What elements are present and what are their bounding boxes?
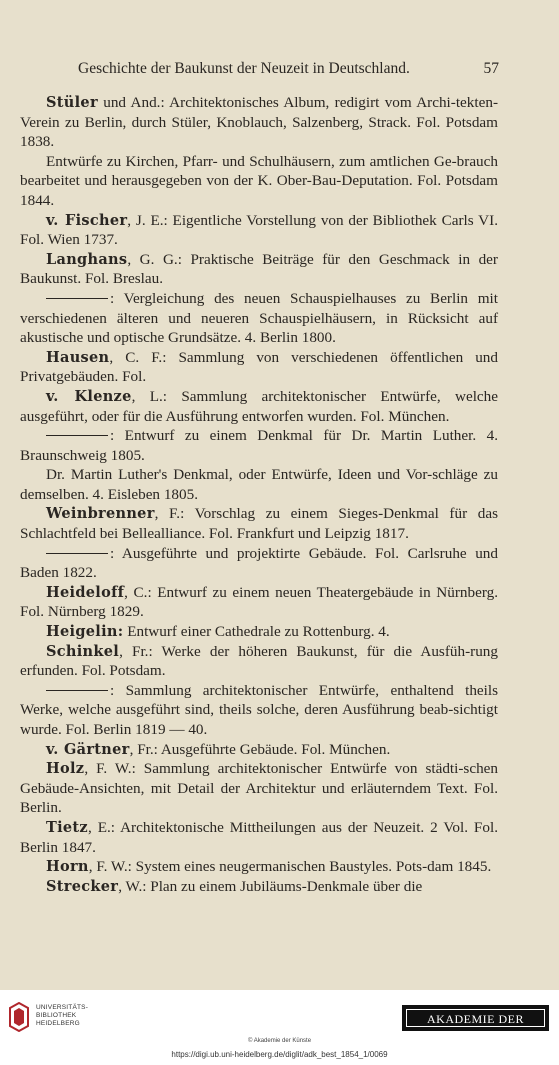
bibliography-entry <box>20 622 498 642</box>
entry-text: , W.: Plan zu einem Jubiläums-Denkmale über die <box>118 877 423 895</box>
entry-author: Stüler <box>46 94 98 111</box>
entry-author: Langhans <box>46 250 128 268</box>
ditto-rule <box>46 435 108 436</box>
library-logo-icon <box>8 1002 30 1032</box>
entry-text: , F. W.: System eines neugermanischen Baustyles. Pots-dam 1845. <box>88 858 492 876</box>
bibliography-entry <box>20 289 498 348</box>
bibliography-entry <box>20 857 498 877</box>
bibliography-entry <box>20 348 498 387</box>
entry-text: : Entwurf zu einem Denkmal für Dr. Martin Luther. 4. Braunschweig 1805. <box>20 427 498 464</box>
entry-author: Heigelin: <box>46 623 124 641</box>
bibliography-entry <box>20 818 498 857</box>
entry-text: : Sammlung architektonischer Entwürfe, enthaltend theils Werke, welche ausgeführt sind, theils solche, deren Ausführung beab-sichtigt wurde. Fol. Berlin 1819 — 40. <box>20 681 498 738</box>
ditto-rule <box>46 690 108 691</box>
viewer-footer <box>0 990 559 1065</box>
bibliography-entry <box>20 759 498 818</box>
entry-author: Horn <box>46 858 89 876</box>
entry-text: : Ausgeführte und projektirte Gebäude. Fol. Carlsruhe und Baden 1822. <box>20 544 498 582</box>
entry-author: Schinkel <box>46 642 120 660</box>
bibliography-entry <box>20 250 498 289</box>
entry-text: : Vergleichung des neuen Schauspielhauses zu Berlin mit verschiedenen älteren und neueren Schauspielhäusern, in Rücksicht auf akustische und optische Grundsätze. 4. Berlin 1800. <box>20 289 498 347</box>
entry-author: Weinbrenner <box>46 505 155 523</box>
entry-text: Entwurf einer Cathedrale zu Rottenburg. 4. <box>123 623 390 641</box>
bibliography-entry <box>20 544 498 583</box>
entry-text: , Fr.: Ausgeführte Gebäude. Fol. München. <box>129 740 391 758</box>
bibliography-list <box>20 93 498 896</box>
entry-text: , F. W.: Sammlung architektonischer Entwürfe von städti-schen Gebäude-Ansichten, mit Detail der Architektur und erläuterndem Text. Fol. Berlin. <box>20 760 498 817</box>
library-logo[interactable] <box>8 1000 138 1040</box>
bibliography-entry <box>20 152 498 211</box>
copyright-notice: © Akademie der Künste <box>247 1038 312 1044</box>
entry-text: , F.: Vorschlag zu einem Sieges-Denkmal für das Schlachtfeld bei Bellealliance. Fol. Frankfurt und Leipzig 1817. <box>20 505 498 543</box>
entry-text: , G. G.: Praktische Beiträge für den Geschmack in der Baukunst. Fol. Breslau. <box>20 250 498 288</box>
bibliography-entry <box>20 681 498 740</box>
running-header <box>0 60 559 82</box>
entry-text: , E.: Architektonische Mittheilungen aus der Neuzeit. 2 Vol. Fol. Berlin 1847. <box>20 818 498 856</box>
entry-text: , Fr.: Werke der höheren Baukunst, für die Ausfüh-rung erfunden. Fol. Potsdam. <box>20 642 498 680</box>
entry-author: Hausen <box>46 348 110 366</box>
bibliography-entry <box>20 426 498 465</box>
bibliography-entry <box>20 740 498 760</box>
ditto-rule <box>46 298 108 299</box>
page-url[interactable]: https://digi.ub.uni-heidelberg.de/diglit/adk_best_1854_1/0069 <box>171 1050 388 1059</box>
entry-author: Tietz <box>46 818 88 836</box>
bibliography-entry <box>20 211 498 250</box>
entry-author: Heideloff <box>46 583 125 601</box>
entry-author: v. Klenze <box>46 387 132 405</box>
bibliography-entry <box>20 642 498 681</box>
bibliography-entry <box>20 465 498 504</box>
entry-author: v. Gärtner <box>46 740 130 758</box>
entry-text: Dr. Martin Luther's Denkmal, oder Entwürfe, Ideen und Vor-schläge zu demselben. 4. Eisleben 1805. <box>20 466 498 503</box>
akademie-label: AKADEMIE DER KÜNSTE <box>406 1009 545 1027</box>
bibliography-entry <box>20 877 498 897</box>
page-number: 57 <box>483 60 499 77</box>
ditto-rule <box>46 553 108 554</box>
library-logo-text: UNIVERSITÄTS- BIBLIOTHEK HEIDELBERG <box>36 1004 89 1027</box>
bibliography-entry <box>20 583 498 622</box>
bibliography-entry <box>20 93 498 152</box>
entry-text: und And.: Architektonisches Album, redigirt vom Archi-tekten-Verein zu Berlin, durch Stüler, Knoblauch, Salzenberg, Strack. Fol. Potsdam 1838. <box>20 94 498 151</box>
entry-author: Strecker <box>46 877 119 895</box>
entry-text: , L.: Sammlung architektonischer Entwürfe, welche ausgeführt, oder für die Ausführung entworfen wurden. Fol. München. <box>20 387 498 425</box>
akademie-logo[interactable] <box>402 1005 549 1044</box>
entry-text: , J. E.: Eigentliche Vorstellung von der Bibliothek Carls VI. Fol. Wien 1737. <box>20 211 499 249</box>
entry-author: v. Fischer <box>46 211 128 229</box>
entry-text: , C.: Entwurf zu einem neuen Theatergebäude in Nürnberg. Fol. Nürnberg 1829. <box>20 583 498 621</box>
entry-text: Entwürfe zu Kirchen, Pfarr- und Schulhäusern, zum amtlichen Ge-brauch bearbeitet und herausgegeben von der K. Ober-Bau-Deputation. Fol. Potsdam 1844. <box>20 152 498 209</box>
bibliography-entry <box>20 387 498 426</box>
running-title: Geschichte der Baukunst der Neuzeit in Deutschland. <box>78 60 410 77</box>
bibliography-entry <box>20 504 498 543</box>
entry-text: , C. F.: Sammlung von verschiedenen öffentlichen und Privatgebäuden. Fol. <box>20 348 498 386</box>
entry-author: Holz <box>46 760 85 778</box>
